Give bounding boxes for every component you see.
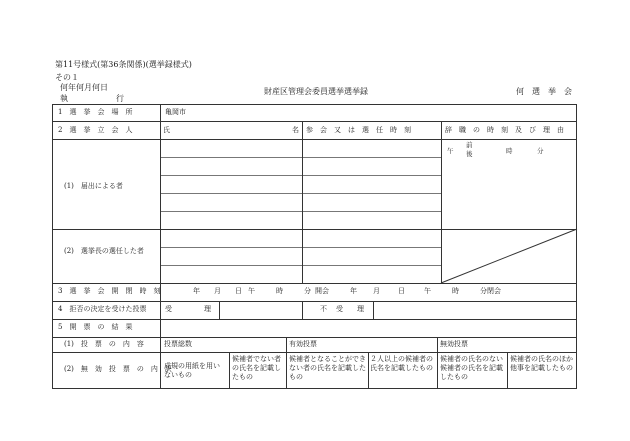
resign-hour: 時 xyxy=(506,147,513,155)
col-name-1: 氏 xyxy=(163,126,170,134)
total-votes: 投票総数 xyxy=(164,340,192,348)
close-hour: 時 xyxy=(452,287,459,295)
appointed-label: (2) 選挙長の選任した者 xyxy=(64,247,144,255)
close-day: 日 xyxy=(398,287,405,295)
open-hour: 時 xyxy=(276,287,283,295)
invalid-detail-label: (2) 無 効 投 票 の 内 訳 xyxy=(64,365,172,373)
reject-1: 不 xyxy=(320,305,327,313)
reason-3: 候補者となることができない者の氏名を記載したもの xyxy=(289,355,366,381)
page-title: 財産区管理会委員選挙選挙録 xyxy=(264,87,368,96)
date-executed-line1: 何年何月何日 xyxy=(60,83,108,92)
appeal-label: 4 拒否の決定を受けた投票 xyxy=(58,305,147,313)
reject-2: 受 理 xyxy=(336,305,364,313)
page-label: その１ xyxy=(55,73,79,82)
open-label: 3 選 挙 会 開 閉 時 刻 xyxy=(58,287,161,295)
notified-label: (1) 届出による者 xyxy=(64,182,123,190)
close-text: 分閉会 xyxy=(480,287,501,295)
open-year: 年 xyxy=(193,287,200,295)
close-month: 月 xyxy=(373,287,380,295)
resign-noon: 午 xyxy=(447,147,454,155)
invalid-votes: 無効投票 xyxy=(440,340,468,348)
accept-1: 受 xyxy=(165,305,172,313)
reason-4: ２人以上の候補者の氏名を記載したもの xyxy=(370,355,433,372)
accept-2: 理 xyxy=(204,305,211,313)
open-day: 日 xyxy=(235,287,242,295)
reason-5: 候補者の氏名のない候補者の氏名を記載したもの xyxy=(440,355,503,381)
date-executed-line2: 執 行 xyxy=(60,94,124,103)
form-number: 第11号様式(第36条関係)(選挙録様式) xyxy=(55,60,192,69)
valid-votes: 有効投票 xyxy=(289,340,317,348)
resign-minute: 分 xyxy=(537,147,544,155)
col-meeting-time: 参 会 又 は 選 任 時 刻 xyxy=(306,126,411,134)
reason-6: 候補者の氏名のほか他事を記載したもの xyxy=(510,355,573,372)
result-label: 5 開 票 の 結 果 xyxy=(58,323,133,331)
open-minute: 分 xyxy=(304,287,311,295)
contents-label: (1) 投 票 の 内 容 xyxy=(64,340,144,348)
col-resign: 辞 職 の 時 刻 及 び 理 由 xyxy=(445,126,564,134)
venue-label: 1 選 挙 会 場 所 xyxy=(58,108,133,116)
reason-1: 成規の用紙を用いないもの xyxy=(164,362,220,379)
resign-pm: 後 xyxy=(466,150,473,158)
resign-am: 前 xyxy=(466,141,473,149)
col-name-2: 名 xyxy=(292,126,299,134)
reason-2: 候補者でない者の氏名を記載したもの xyxy=(232,355,281,381)
venue-value: 亀岡市 xyxy=(165,108,186,116)
issuer: 何 選 挙 会 xyxy=(516,87,572,96)
open-text: 開会 xyxy=(315,287,329,295)
close-year: 年 xyxy=(350,287,357,295)
open-noon: 午 xyxy=(248,287,255,295)
open-month: 月 xyxy=(214,287,221,295)
attendee-label: 2 選 挙 立 会 人 xyxy=(58,126,133,134)
close-noon: 午 xyxy=(424,287,431,295)
